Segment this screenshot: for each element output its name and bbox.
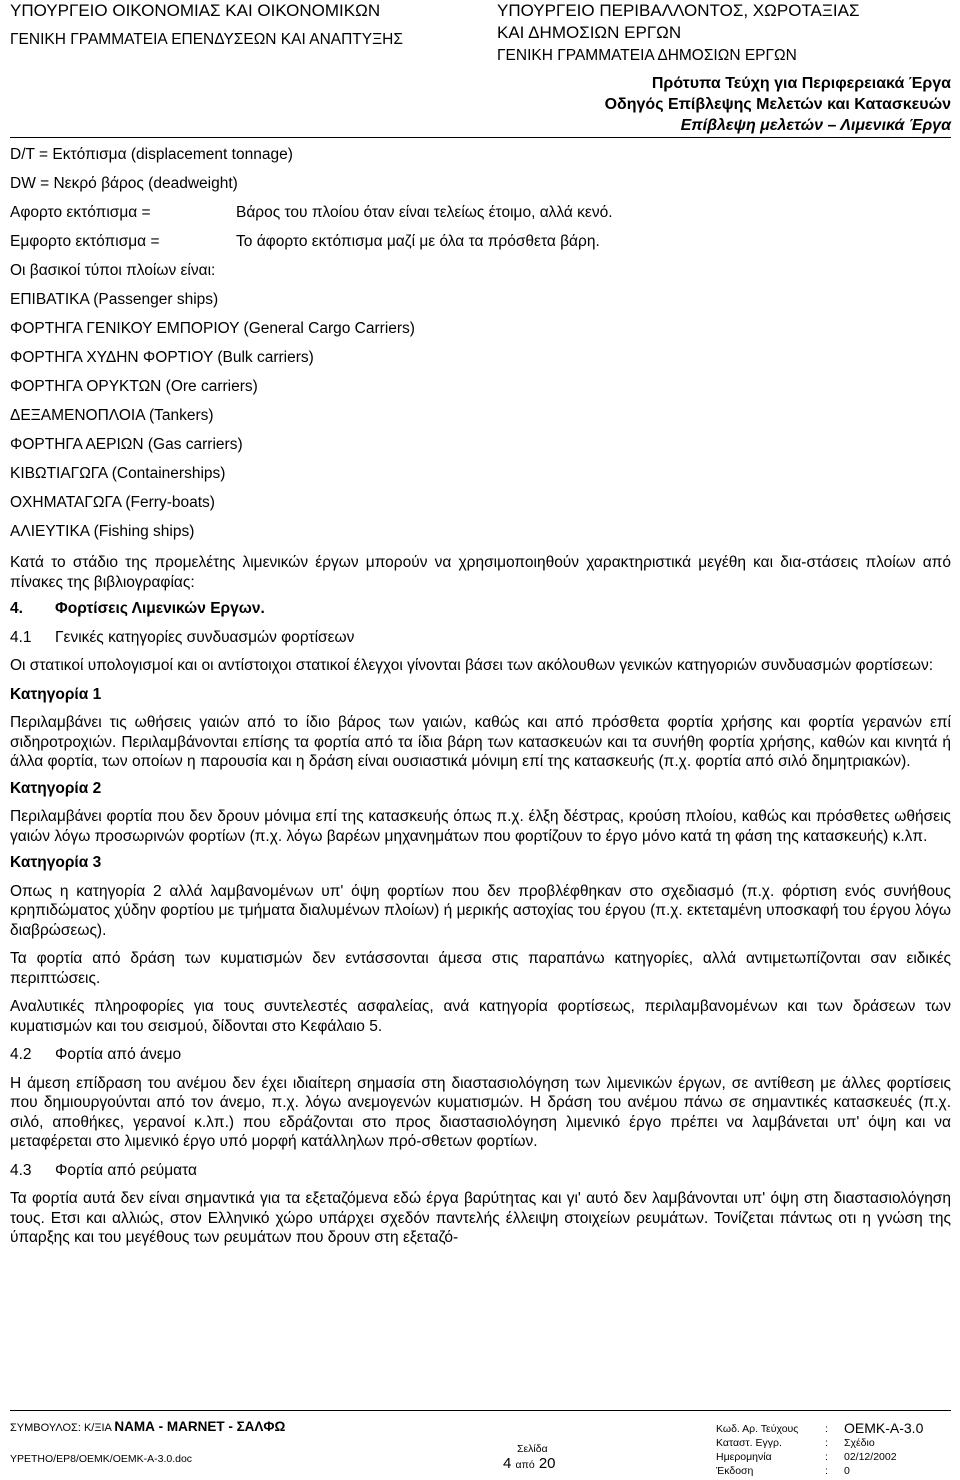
definition-desc: Το άφορτο εκτόπισμα μαζί με όλα τα πρόσθετα βάρη.	[236, 233, 600, 250]
section-title: Φορτία από ρεύματα	[55, 1161, 197, 1179]
category-3-heading: Κατηγορία 3	[10, 854, 102, 871]
page-total: 20	[538, 1455, 556, 1472]
meta-value: 02/12/2002	[844, 1451, 897, 1463]
ship-types-list	[10, 285, 951, 546]
meta-key: Καταστ. Εγγρ.	[716, 1437, 782, 1449]
header-right	[497, 0, 860, 67]
guide-title-line3: Επίβλεψη μελετών – Λιμενικά Έργα	[680, 117, 951, 134]
paragraph-dimensions: Κατά το στάδιο της προμελέτης λιμενικών έργων μπορούν να χρησιμοποιηθούν χαρακτηριστικά μεγέθη και δια-στάσεις πλοίων από πίνακες της βιβλιογραφίας:	[10, 554, 951, 591]
consultant-label: ΣΥΜΒΟΥΛΟΣ: Κ/ΞΙΑ	[10, 1422, 112, 1434]
paragraph-waves: Τα φορτία από δράση των κυματισμών δεν εντάσσονται άμεσα στις παραπάνω κατηγορίες, αλλά αντιμετωπίζονται σαν ειδικές περιπτώσεις.	[10, 950, 951, 987]
guide-title-line1: Πρότυπα Τεύχη για Περιφερειακά Έργα	[651, 75, 951, 92]
list-item: ΦΟΡΤΗΓΑ ΓΕΝΙΚΟΥ ΕΜΠΟΡΙΟΥ (General Cargo Carriers)	[10, 320, 415, 337]
paragraph-safety-factors: Αναλυτικές πληροφορίες για τους συντελεστές ασφαλείας, ανά κατηγορία φορτίσεως, περιλαμβανομένων και των δράσεων των κυματισμών και του σεισμού, δίδονται στο Κεφάλαιο 5.	[10, 998, 951, 1035]
section-title: Γενικές κατηγορίες συνδυασμών φορτίσεων	[55, 628, 355, 646]
meta-colon: :	[825, 1465, 828, 1477]
definition-row	[10, 227, 951, 256]
definition-desc: Βάρος του πλοίου όταν είναι τελείως έτοιμο, αλλά κενό.	[236, 204, 613, 221]
section-heading-4	[10, 599, 951, 619]
footer-rule	[10, 1410, 951, 1411]
list-item: ΕΠΙΒΑΤΙΚΑ (Passenger ships)	[10, 291, 219, 308]
definition-term: Αφορτο εκτόπισμα =	[10, 204, 151, 221]
meta-key: Κωδ. Αρ. Τεύχους	[716, 1423, 799, 1435]
category-3-text: Οπως η κατηγορία 2 αλλά λαμβανομένων υπ' όψη φορτίων που δεν προβλέφθηκαν στο σχεδιασμό (π.χ. φόρτιση ενός συνήθους κρηπιδώματος χύδην φορτίου με τμήματα διαλυμένων πλοίων) ή μερικής αστοχίας του έργου (π.χ. εκτεταμένη υποσκαφή του έργου λόγω διαβρώσεως).	[10, 882, 951, 939]
meta-colon: :	[825, 1451, 828, 1463]
definition-row	[10, 198, 951, 227]
list-item: ΦΟΡΤΗΓΑ ΑΕΡΙΩΝ (Gas carriers)	[10, 436, 243, 453]
category-2-heading: Κατηγορία 2	[10, 779, 102, 797]
meta-key: Έκδοση	[716, 1465, 754, 1477]
paragraph-4-2: Η άμεση επίδραση του ανέμου δεν έχει ιδιαίτερη σημασία στη διαστασιολόγηση των λιμενικών έργων, σε αντίθεση με άλλες φορτίσεις που δημιουργούνται από τον άνεμο, π.χ. λόγω ανεμογενών κυματισμών. Η δράση του ανέμου πάνω σε σημαντικές κατασκευές (π.χ. σιλό, αποθήκες, γερανοί κ.λπ.) που εδράζονται στο προς διαστασιολόγηση λιμενικό έργο πρέπει να λαμβάνεται υπ' όψη και να μεταφέρεται στο λιμενικό έργο υπό μορφή κατάλληλων πρό-σθετων φορτίων.	[10, 1074, 951, 1150]
header-secretariat-right: ΓΕΝΙΚΗ ΓΡΑΜΜΑΤΕΙΑ ΔΗΜΟΣΙΩΝ ΕΡΓΩΝ	[497, 47, 797, 64]
list-item: ΑΛΙΕΥΤΙΚΑ (Fishing ships)	[10, 523, 195, 540]
category-2-text: Περιλαμβάνει φορτία που δεν δρουν μόνιμα επί της κατασκευής όπως π.χ. έλξη δέστρας, κρούση πλοίου, καθώς και πρόσθετες ωθήσεις γαιών λόγω προσωρινών φορτίων (π.χ. λόγω βαρέων μηχανημάτων που φορτίζουν το έργο μόνο κατά τη φάση της κατασκευής) κ.λπ.	[10, 808, 951, 845]
header-ministry-right-line2: ΚΑΙ ΔΗΜΟΣΙΩΝ ΕΡΓΩΝ	[497, 23, 682, 42]
section-number: 4.1	[10, 628, 32, 646]
consultant-name: ΝΑΜΑ - MARNET - ΣΑΛΦΩ	[114, 1419, 286, 1434]
meta-colon: :	[825, 1423, 828, 1435]
guide-title-block	[605, 73, 951, 136]
definition-term: D/T = Εκτόπισμα (displacement tonnage)	[10, 146, 293, 163]
page-current: 4	[503, 1455, 512, 1472]
ship-types-intro: Οι βασικοί τύποι πλοίων είναι:	[10, 262, 216, 279]
section-heading-4-1	[10, 628, 951, 648]
footer-page-number	[503, 1455, 556, 1472]
meta-key: Ημερομηνία	[716, 1451, 772, 1463]
definition-term: DW = Νεκρό βάρος (deadweight)	[10, 175, 238, 192]
section-title: Φορτία από άνεμο	[55, 1046, 182, 1063]
document-body	[10, 140, 951, 1248]
list-item: ΦΟΡΤΗΓΑ ΧΥΔΗΝ ΦΟΡΤΙΟΥ (Bulk carriers)	[10, 349, 314, 366]
list-item: ΔΕΞΑΜΕΝΟΠΛΟΙΑ (Tankers)	[10, 407, 214, 424]
header-ministry-right-line1: ΥΠΟΥΡΓΕΙΟ ΠΕΡΙΒΑΛΛΟΝΤΟΣ, ΧΩΡΟΤΑΞΙΑΣ	[497, 1, 860, 20]
meta-value: 0	[844, 1465, 850, 1477]
list-item: ΦΟΡΤΗΓΑ ΟΡΥΚΤΩΝ (Ore carriers)	[10, 378, 258, 395]
footer-filename: ΥΡΕΤΗΟ/ΕΡ8/ΟΕΜΚ/ΟΕΜΚ-Α-3.0.doc	[10, 1453, 193, 1465]
list-item: ΚΙΒΩΤΙΑΓΩΓΑ (Containerships)	[10, 465, 226, 482]
section-number: 4.	[10, 600, 23, 617]
page-of: από	[515, 1459, 535, 1471]
section-title: Φορτίσεις Λιμενικών Εργων.	[55, 600, 265, 617]
section-number: 4.3	[10, 1161, 32, 1179]
definition-row	[10, 169, 951, 198]
page-footer	[10, 1410, 951, 1480]
list-item: ΟΧΗΜΑΤΑΓΩΓΑ (Ferry-boats)	[10, 494, 215, 511]
definitions-list	[10, 140, 951, 256]
footer-consultant	[10, 1419, 285, 1434]
definition-row	[10, 140, 951, 169]
footer-page-label: Σελίδα	[517, 1443, 548, 1455]
section-number: 4.2	[10, 1046, 32, 1063]
section-heading-4-2	[10, 1045, 951, 1065]
header-ministry-left: ΥΠΟΥΡΓΕΙΟ ΟΙΚΟΝΟΜΙΑΣ ΚΑΙ ΟΙΚΟΝΟΜΙΚΩΝ	[10, 1, 381, 20]
meta-colon: :	[825, 1437, 828, 1449]
section-heading-4-3	[10, 1161, 951, 1181]
header-secretariat-left: ΓΕΝΙΚΗ ΓΡΑΜΜΑΤΕΙΑ ΕΠΕΝΔΥΣΕΩΝ ΚΑΙ ΑΝΑΠΤΥΞΗΣ	[10, 31, 403, 48]
definition-term: Εμφορτο εκτόπισμα =	[10, 233, 160, 250]
header-left	[10, 0, 403, 51]
category-1-heading: Κατηγορία 1	[10, 685, 102, 703]
paragraph-4-1: Οι στατικοί υπολογισμοί και οι αντίστοιχοι στατικοί έλεγχοι γίνονται βάσει των ακόλουθων γενικών κατηγοριών συνδυασμών φορτίσεων:	[10, 657, 934, 674]
guide-title-line2: Οδηγός Επίβλεψης Μελετών και Κατασκευών	[604, 96, 951, 113]
paragraph-4-3: Τα φορτία αυτά δεν είναι σημαντικά για τα εξεταζόμενα εδώ έργα βαρύτητας και γι' αυτό δεν λαμβάνονται υπ' όψη στη διαστασιολόγηση τους. Ετσι και αλλιώς, στον Ελληνικό χώρο υπάρχει σχεδόν παντελής έλλειψη στοιχείων ρευμάτων. Τονίζεται πάντως οτι η γνώση της ύπαρξης και του μεγέθους των ρευμάτων που δρουν στη εξεταζό-	[10, 1190, 951, 1246]
category-1-text: Περιλαμβάνει τις ωθήσεις γαιών από το ίδιο βάρος των γαιών, καθώς και από πρόσθετα φορτία χρήσης και φορτία γερανών επί σιδηροτροχιών. Περιλαμβάνονται επίσης τα φορτία από τα ίδια βάρη των κατασκευών και τα συνήθη φορτία χρήσης, καθών και κινητά ή άλλα φορτία, των οποίων η παρουσία και η δράση είναι ουσιαστικά μόνιμη επί της κατασκευής (π.χ. φορτία από σιλό δημητριακών).	[10, 714, 951, 770]
meta-value: ΟΕΜΚ-Α-3.0	[844, 1420, 924, 1436]
meta-value: Σχέδιο	[844, 1437, 875, 1449]
header-rule	[10, 137, 951, 138]
